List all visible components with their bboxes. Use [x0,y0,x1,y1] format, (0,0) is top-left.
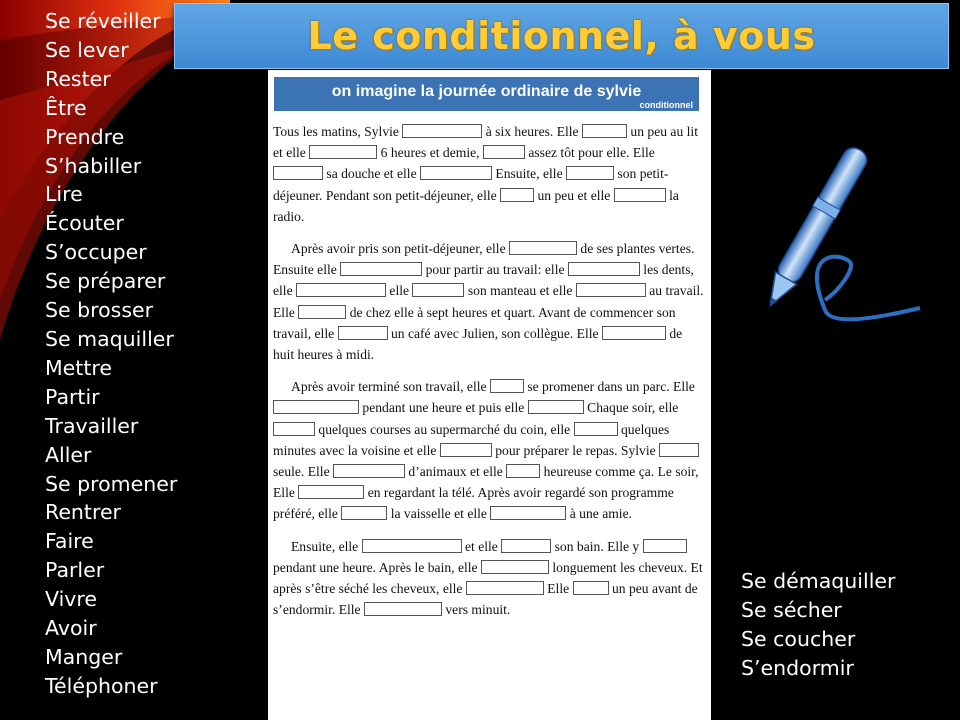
worksheet-paragraph [273,536,705,621]
worksheet-text-segment: longuement les cheveux. Et après s’être séché les cheveux, elle [273,559,703,597]
worksheet-title: on imagine la journée ordinaire de sylvie [331,83,642,100]
verb-item: S’endormir [741,656,854,680]
answer-blank[interactable] [440,443,492,457]
answer-blank[interactable] [341,506,387,520]
verb-item: Se préparer [45,269,166,294]
worksheet-text-segment: Après avoir terminé son travail, elle [291,379,490,395]
worksheet-text-segment: Tous les matins, Sylvie [273,124,403,139]
worksheet-text-segment: seule. Elle [273,464,334,480]
verb-item: Écouter [45,211,124,236]
verb-item: Prendre [45,124,125,149]
worksheet-text-segment: la radio. [273,187,679,224]
worksheet-text-segment: pendant une heure. Après le bain, elle [273,559,481,575]
answer-blank[interactable] [402,124,482,138]
verb-item: Se coucher [741,627,856,651]
answer-blank[interactable] [481,560,549,574]
answer-blank[interactable] [273,166,323,180]
verb-item: Mettre [45,355,112,380]
verb-item: Se réveiller [45,9,161,33]
answer-blank[interactable] [490,379,524,393]
worksheet-text-segment: quelques minutes avec la voisine et elle [273,421,670,458]
worksheet-text-segment: pour partir au travail: elle [422,262,568,278]
worksheet-text-segment: de chez elle à sept heures et quart. Avant de commencer son travail, elle [273,304,676,341]
answer-blank[interactable] [506,464,540,478]
worksheet-text-segment: un peu et elle [534,187,614,203]
answer-blank[interactable] [420,166,492,180]
worksheet-text-segment: pour préparer le repas. Sylvie [491,442,660,458]
answer-blank[interactable] [362,539,462,553]
verb-item: Travailler [45,413,139,438]
answer-blank[interactable] [573,581,609,595]
answer-blank[interactable] [490,506,566,520]
worksheet-text-segment: elle [386,283,413,299]
verb-item: Rentrer [45,500,121,525]
answer-blank[interactable] [338,326,388,340]
verb-item: Avoir [45,616,97,641]
worksheet-paragraph [273,121,705,227]
answer-blank[interactable] [333,464,405,478]
worksheet-text-segment: un peu avant de s’endormir. Elle [273,581,698,618]
worksheet-text-segment: à une amie. [566,506,633,522]
worksheet-text-segment: se promener dans un parc. Elle [523,379,695,395]
pen-icon [770,140,950,360]
worksheet-text-segment: les dents, elle [273,262,694,299]
answer-blank[interactable] [273,422,315,436]
worksheet-text-segment: assez tôt pour elle. Elle [524,145,655,161]
answer-blank[interactable] [296,283,386,297]
worksheet-text-segment: Après avoir pris son petit-déjeuner, elle [291,241,510,257]
answer-blank[interactable] [602,326,666,340]
worksheet-text-segment: Ensuite, elle [492,166,567,182]
answer-blank[interactable] [576,283,646,297]
verb-item: Faire [45,529,94,554]
answer-blank[interactable] [298,485,364,499]
verb-item: Se brosser [45,298,154,323]
worksheet-text-segment: à six heures. Elle [482,124,582,139]
answer-blank[interactable] [466,581,544,595]
answer-blank[interactable] [273,400,359,414]
worksheet-text-segment: vers minuit. [441,602,511,618]
answer-blank[interactable] [582,124,627,138]
answer-blank[interactable] [659,443,699,457]
answer-blank[interactable] [483,145,525,159]
worksheet-text-segment: sa douche et elle [323,166,421,182]
worksheet-subtitle: conditionnel [639,100,693,110]
answer-blank[interactable] [500,188,534,202]
worksheet-text-segment: quelques courses au supermarché du coin, elle [315,421,574,437]
worksheet-text-segment: d’animaux et elle [405,464,507,480]
answer-blank[interactable] [528,400,584,414]
worksheet-text-segment: de ses plantes vertes. Ensuite elle [273,241,695,278]
worksheet-text-segment: Ensuite, elle [291,538,362,554]
worksheet-header [274,77,699,111]
verb-item: Lire [45,182,83,207]
worksheet-text-segment: et elle [461,538,502,554]
title-banner [174,3,949,69]
answer-blank[interactable] [568,262,640,276]
verb-item: Parler [45,558,105,583]
worksheet-text-segment: son manteau et elle [464,283,576,299]
verb-list [45,7,177,701]
verb-item: Se démaquiller [741,569,896,593]
verb-item: Être [45,95,87,120]
worksheet-text-segment: Elle [543,581,573,597]
verb-item: Se maquiller [45,326,174,351]
verb-item: Rester [45,66,111,91]
answer-blank[interactable] [412,283,464,297]
worksheet-text-segment: au travail. Elle [273,283,704,320]
answer-blank[interactable] [298,305,346,319]
worksheet-text-segment: de huit heures à midi. [273,325,683,363]
verb-item: S’habiller [45,153,142,178]
worksheet-text-segment: la vaisselle et elle [387,506,491,522]
verb-item: Se promener [45,471,178,496]
worksheet-text-segment: son bain. Elle y [551,538,643,554]
worksheet-paragraph [273,376,705,524]
verb-item: S’occuper [45,240,147,265]
answer-blank[interactable] [509,241,577,255]
worksheet-paragraph [273,238,705,365]
worksheet-text-segment: Chaque soir, elle [583,400,679,416]
worksheet [268,70,711,720]
answer-blank[interactable] [501,539,551,553]
verb-item: Vivre [45,587,97,612]
worksheet-text-segment: pendant une heure et puis elle [359,400,528,416]
verb-item: Aller [45,442,92,467]
worksheet-text-segment: heureuse comme ça. Le soir, Elle [273,464,699,501]
answer-blank[interactable] [574,422,618,436]
verb-item: Partir [45,384,100,409]
verb-item: Se lever [45,37,129,62]
worksheet-text-segment: son petit-déjeuner. Pendant son petit-déjeuner, elle [273,166,669,203]
worksheet-text-segment: en regardant la télé. Après avoir regardé son programme préféré, elle [273,485,674,522]
worksheet-text-segment: 6 heures et demie, [377,145,483,161]
verb-item: Téléphoner [45,673,158,698]
answer-blank[interactable] [614,188,666,202]
answer-blank[interactable] [643,539,687,553]
answer-blank[interactable] [566,166,614,180]
worksheet-text-segment: un peu au lit et elle [273,124,698,161]
answer-blank[interactable] [309,145,377,159]
worksheet-text-segment: un café avec Julien, son collègue. Elle [387,325,602,341]
worksheet-text [273,121,705,631]
answer-blank[interactable] [364,602,442,616]
answer-blank[interactable] [340,262,422,276]
slide-title: Le conditionnel, à vous [307,14,816,58]
verb-item: Manger [45,644,123,669]
verb-list-right [741,567,895,683]
verb-item: Se sécher [741,598,842,622]
